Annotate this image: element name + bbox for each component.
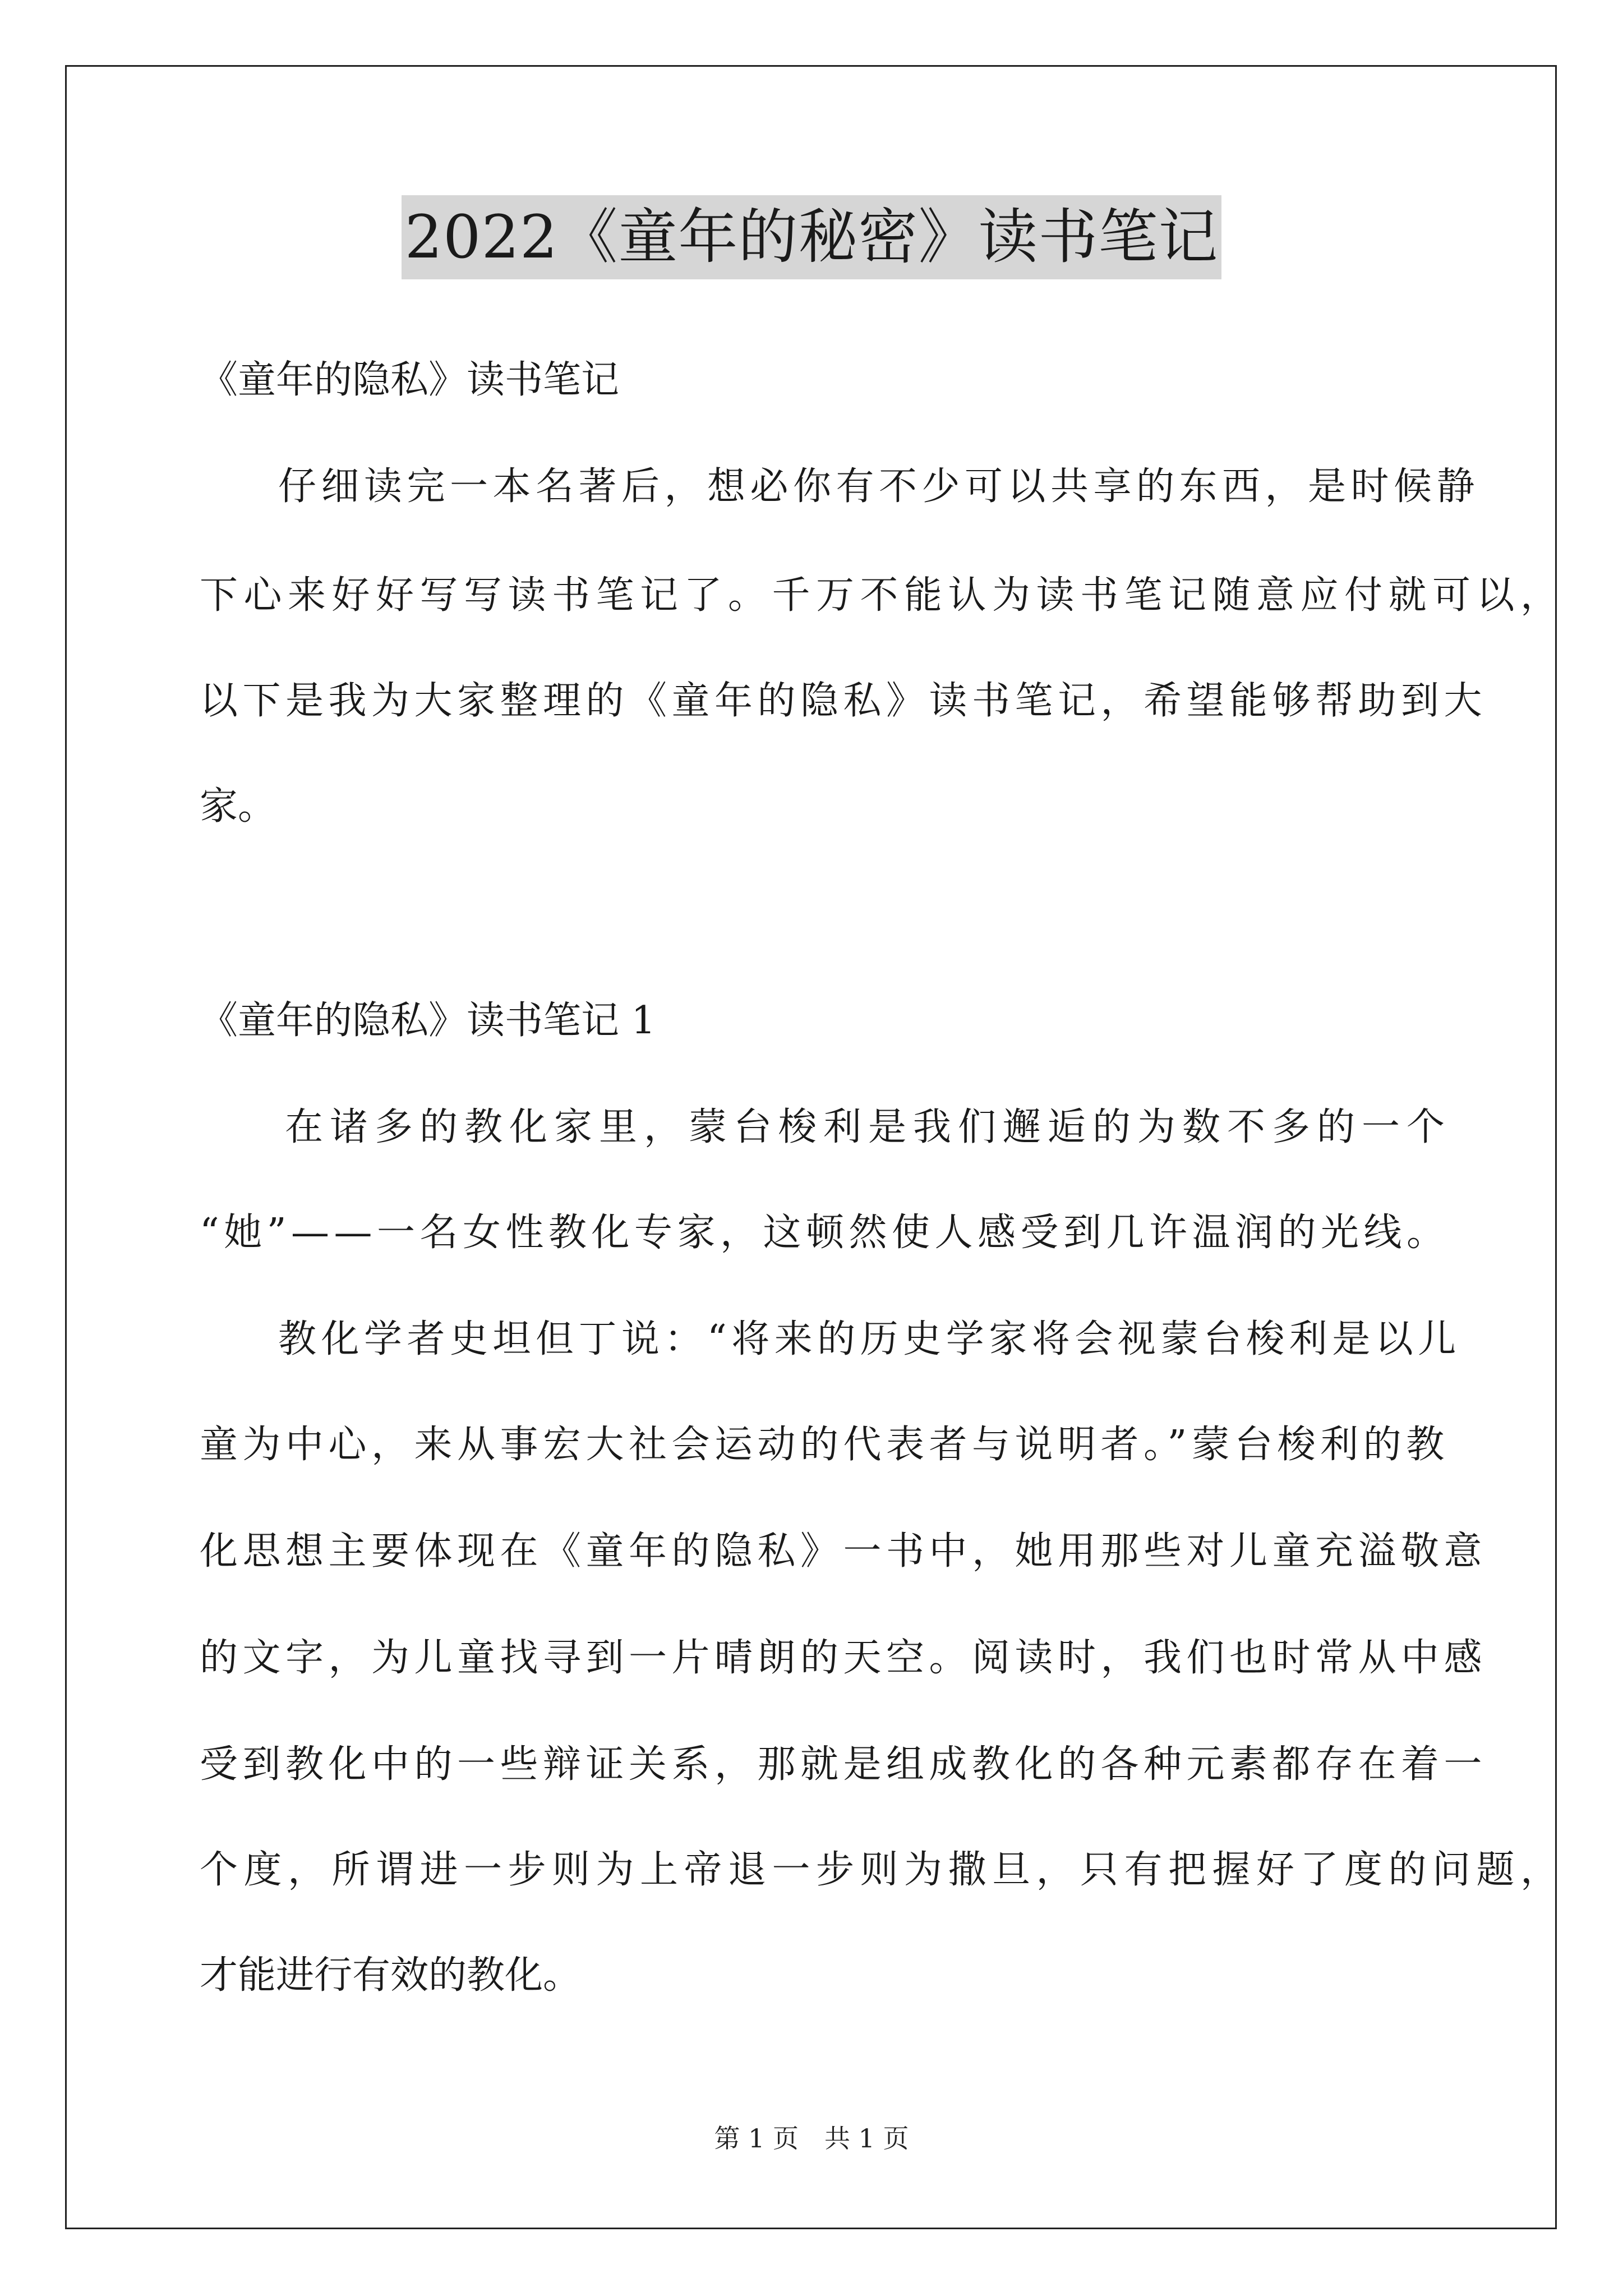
- title-block: [0, 195, 1623, 279]
- page-footer: 第 1 页 共 1 页: [714, 2123, 909, 2154]
- intro-line-2: 下心来好好写写读书笔记了。千万不能认为读书笔记随意应付就可以，: [200, 573, 1565, 618]
- document-title: 2022《童年的秘密》读书笔记: [402, 195, 1222, 279]
- paragraph1-line-2: “她”——一名女性教化专家，这顿然使人感受到几许温润的光线。: [200, 1211, 1450, 1255]
- paragraph2-line-5: 受到教化中的一些辩证关系，那就是组成教化的各种元素都存在着一: [200, 1742, 1487, 1787]
- paragraph1-line-1: 在诸多的教化家里，蒙台梭利是我们邂逅的为数不多的一个: [285, 1105, 1452, 1149]
- subtitle: 《童年的隐私》读书笔记: [200, 358, 620, 402]
- paragraph2-line-6: 个度，所谓进一步则为上帝退一步则为撒旦，只有把握好了度的问题，: [200, 1848, 1565, 1892]
- paragraph2-line-4: 的文字，为儿童找寻到一片晴朗的天空。阅读时，我们也时常从中感: [200, 1636, 1487, 1680]
- intro-line-4: 家。: [200, 784, 276, 829]
- section-heading: 《童年的隐私》读书笔记 1: [200, 999, 656, 1043]
- paragraph2-line-2: 童为中心，来从事宏大社会运动的代表者与说明者。”蒙台梭利的教: [200, 1423, 1449, 1467]
- paragraph2-line-3: 化思想主要体现在《童年的隐私》一书中，她用那些对儿童充溢敬意: [200, 1529, 1487, 1573]
- intro-line-1: 仔细读完一本名著后，想必你有不少可以共享的东西，是时候静: [278, 464, 1480, 509]
- intro-line-3: 以下是我为大家整理的《童年的隐私》读书笔记，希望能够帮助到大: [200, 679, 1487, 723]
- paragraph2-line-7: 才能进行有效的教化。: [200, 1953, 582, 1998]
- paragraph2-line-1: 教化学者史坦但丁说：“将来的历史学家将会视蒙台梭利是以儿: [278, 1317, 1461, 1361]
